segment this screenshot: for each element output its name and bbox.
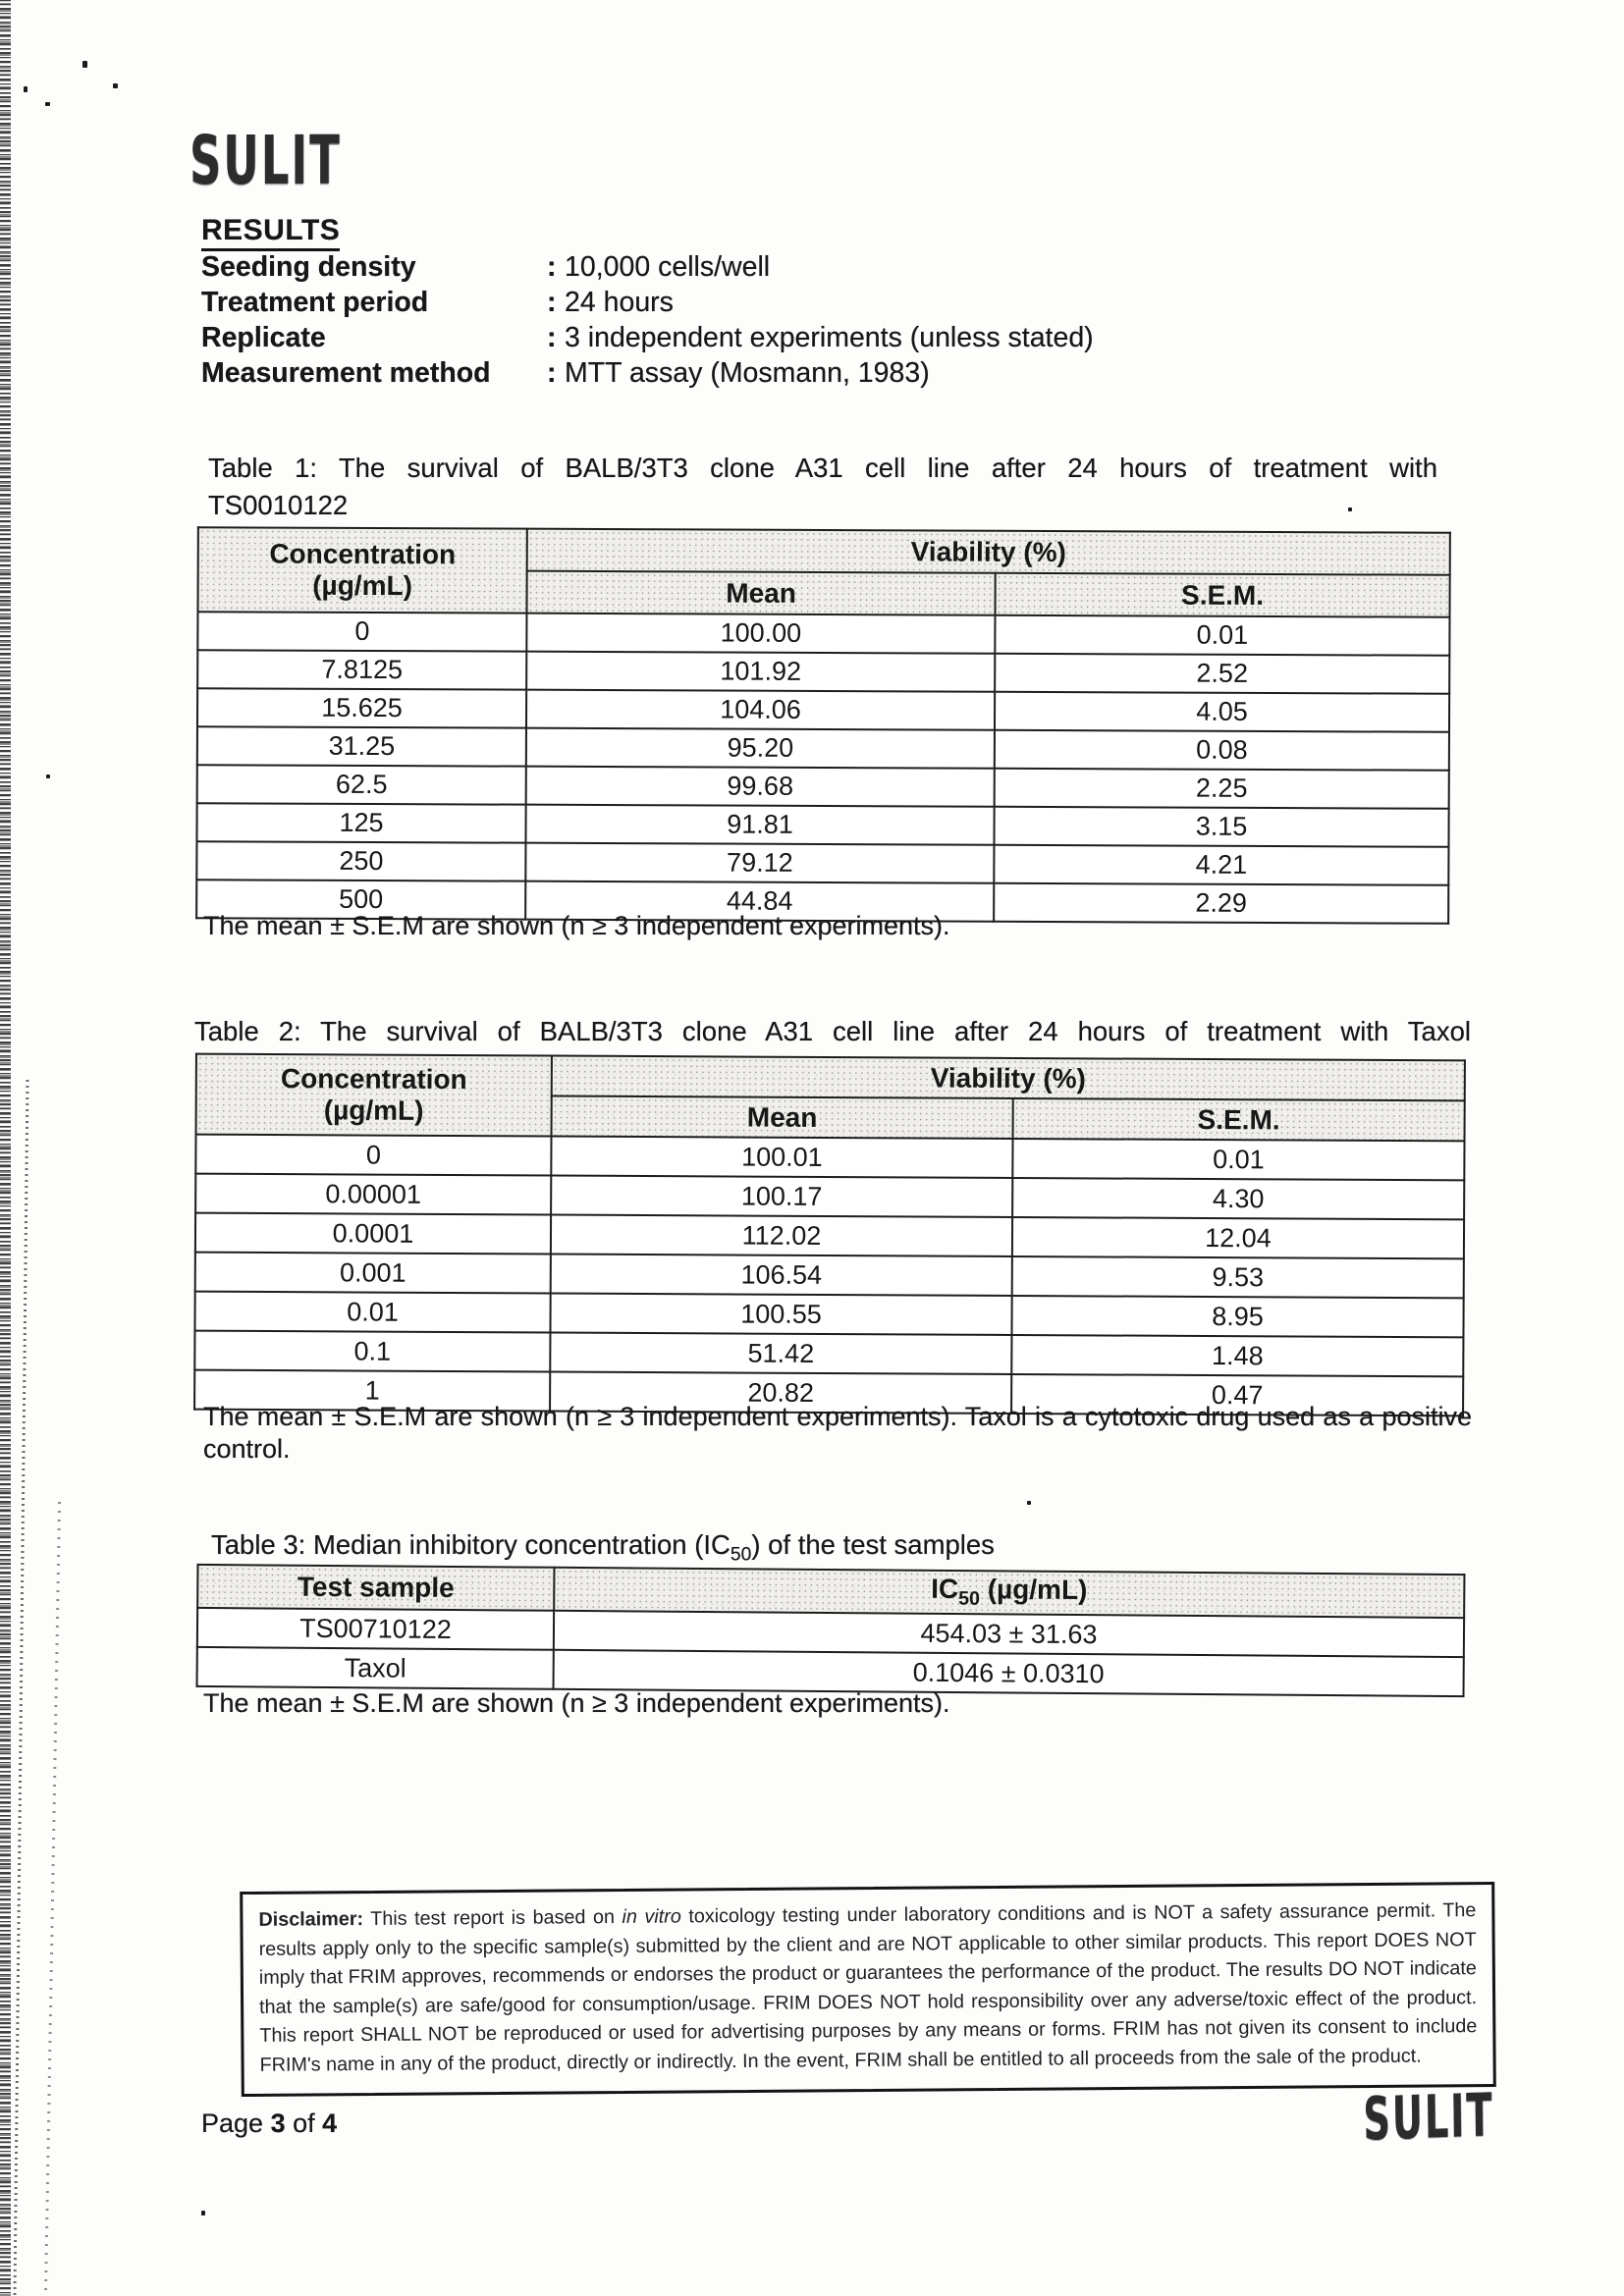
concentration-label: Concentration <box>269 538 457 570</box>
ink-speck <box>24 86 27 92</box>
disclaimer-italic-term: in vitro <box>622 1905 681 1928</box>
table-row <box>194 1331 1463 1377</box>
disclaimer-text-pre: This test report is based on <box>362 1905 623 1931</box>
colon-separator: : <box>547 287 557 318</box>
ic50-cell: 0.1046 ± 0.0310 <box>554 1650 1464 1696</box>
sem-cell: 9.53 <box>1012 1256 1464 1298</box>
table-3-ic50 <box>196 1564 1466 1697</box>
sulit-stamp-top: SULIT <box>189 121 342 200</box>
ic50-subscript: 50 <box>958 1587 981 1610</box>
mean-cell: 91.81 <box>525 805 994 845</box>
sample-cell: Taxol <box>197 1647 554 1689</box>
conc-cell: 0.01 <box>194 1292 550 1333</box>
viability-header: Viability (%) <box>552 1056 1465 1101</box>
test-sample-header: Test sample <box>197 1565 554 1611</box>
mean-cell: 106.54 <box>551 1255 1012 1296</box>
conc-cell: 15.625 <box>197 688 526 727</box>
sem-cell: 0.01 <box>1012 1139 1464 1180</box>
header-row <box>198 527 1450 575</box>
table-row <box>197 688 1449 732</box>
ic50-header <box>554 1568 1464 1618</box>
parameter-row <box>201 287 1380 322</box>
ink-speck <box>1027 1501 1031 1505</box>
concentration-label: Concentration <box>280 1063 467 1095</box>
results-parameters <box>201 251 1380 393</box>
sem-header: S.E.M. <box>1013 1098 1465 1141</box>
table-2-survival-taxol <box>193 1053 1466 1417</box>
table1-footnote: The mean ± S.E.M are shown (n ≥ 3 independent experiments). <box>203 911 950 940</box>
ink-speck <box>46 774 50 778</box>
caption-subscript: 50 <box>730 1544 752 1566</box>
sem-cell: 2.52 <box>995 654 1449 694</box>
concentration-header <box>196 1054 552 1137</box>
mean-cell: 20.82 <box>550 1372 1011 1414</box>
table-row <box>197 726 1449 771</box>
colon-separator: : <box>547 322 557 353</box>
ink-speck <box>201 2211 205 2216</box>
conc-cell: 7.8125 <box>197 650 526 689</box>
page-total: 4 <box>322 2109 338 2138</box>
concentration-unit: (µg/mL) <box>312 569 413 602</box>
conc-cell: 31.25 <box>197 726 526 766</box>
ic50-label: IC <box>931 1574 959 1605</box>
ink-speck <box>82 61 87 68</box>
parameter-label: Treatment period <box>201 287 429 318</box>
sem-header: S.E.M. <box>995 573 1449 617</box>
table-row <box>195 1174 1464 1220</box>
ic50-unit: (µg/mL) <box>979 1574 1088 1606</box>
parameter-value: 3 independent experiments (unless stated) <box>565 322 1094 353</box>
page-word: Page <box>201 2109 264 2138</box>
table-row <box>197 650 1449 694</box>
conc-cell: 0.00001 <box>195 1174 551 1215</box>
parameter-value: MTT assay (Mosmann, 1983) <box>565 357 930 389</box>
conc-cell: 62.5 <box>197 765 526 804</box>
parameter-label: Measurement method <box>201 357 491 389</box>
mean-cell: 100.17 <box>551 1176 1012 1217</box>
ic50-cell: 454.03 ± 31.63 <box>554 1611 1464 1657</box>
mean-header: Mean <box>552 1096 1013 1139</box>
parameter-value: 24 hours <box>565 287 674 318</box>
of-word: of <box>293 2109 315 2138</box>
mean-cell: 104.06 <box>526 690 995 730</box>
table-row <box>195 1253 1464 1299</box>
table1-caption-line2: TS0010122 <box>208 490 349 520</box>
conc-cell: 0 <box>195 1135 551 1176</box>
parameter-value: 10,000 cells/well <box>565 251 771 283</box>
header-row <box>196 1054 1465 1101</box>
parameter-row <box>201 357 1380 393</box>
sem-cell: 1.48 <box>1011 1335 1463 1376</box>
table-row <box>197 612 1449 656</box>
table1-caption-line1: Table 1: The survival of BALB/3T3 clone A31 cell line after 24 hours of treatment with <box>208 453 1437 483</box>
scan-fold-line <box>14 1080 29 2296</box>
sem-cell: 4.21 <box>994 845 1448 885</box>
sem-cell: 3.15 <box>994 807 1448 847</box>
colon-separator: : <box>547 251 557 283</box>
ink-speck <box>1348 507 1352 511</box>
ink-speck <box>45 102 50 106</box>
page-number <box>201 2109 337 2139</box>
table3-caption <box>211 1529 995 1567</box>
table-row <box>196 803 1448 847</box>
parameter-label: Replicate <box>201 322 326 353</box>
mean-cell: 100.01 <box>551 1137 1012 1178</box>
sem-cell: 0.08 <box>995 730 1449 771</box>
table-row <box>196 841 1448 885</box>
caption-text-end: ) of the test samples <box>751 1529 995 1560</box>
mean-cell: 99.68 <box>526 767 995 807</box>
concentration-unit: (µg/mL) <box>323 1095 424 1126</box>
colon-separator: : <box>547 357 557 389</box>
sample-cell: TS00710122 <box>197 1608 554 1650</box>
ink-speck <box>113 83 118 88</box>
mean-cell: 112.02 <box>551 1215 1012 1256</box>
mean-cell: 100.55 <box>550 1294 1011 1335</box>
mean-cell: 79.12 <box>525 843 994 883</box>
table2-footnote: The mean ± S.E.M are shown (n ≥ 3 independent experiments). Taxol is a cytotoxic drug used as a positive control. <box>203 1402 1472 1464</box>
scan-fold-line-2 <box>44 1502 61 2296</box>
viability-header: Viability (%) <box>527 529 1450 575</box>
disclaimer-text: toxicology testing under laboratory conditions and is NOT a safety assurance permit. The results apply only to the specific sample(s) submitted by the client and are NOT applicable to other similar products. This report DOES NOT imply that FRIM approves, recommends or endorses the product or guarantees the performance of the product. The results DO NOT indicate that the sample(s) are safe/good for consumption/usage. FRIM DOES NOT hold responsibility over any adverse/toxic effect of the product. This report SHALL NOT be reproduced or used for advertising purposes by any means or forms. FRIM has not given its consent to include FRIM's name in any of the product, directly or indirectly. In the event, FRIM shall be entitled to all proceeds from the sale of the product. <box>258 1899 1478 2076</box>
results-heading: RESULTS <box>201 214 340 251</box>
caption-text: Table 3: Median inhibitory concentration (IC <box>211 1529 731 1560</box>
sem-cell: 0.01 <box>995 615 1449 656</box>
scan-edge-artifact <box>0 0 11 2296</box>
table-1-survival-ts0010122 <box>195 526 1451 925</box>
sem-cell: 12.04 <box>1012 1217 1464 1258</box>
sem-cell: 4.05 <box>995 692 1449 732</box>
sem-cell: 0.47 <box>1011 1374 1463 1415</box>
conc-cell: 0.0001 <box>195 1213 551 1255</box>
table-row <box>195 1135 1464 1181</box>
mean-header: Mean <box>526 571 995 615</box>
conc-cell: 500 <box>196 880 525 919</box>
parameter-row <box>201 251 1380 287</box>
table-row <box>195 1213 1464 1259</box>
page-current: 3 <box>270 2109 286 2138</box>
parameter-label: Seeding density <box>201 251 416 283</box>
sem-cell: 2.25 <box>995 769 1449 809</box>
table3-footnote: The mean ± S.E.M are shown (n ≥ 3 independent experiments). <box>203 1688 950 1718</box>
table-row <box>194 1292 1463 1338</box>
sem-cell: 4.30 <box>1012 1178 1464 1219</box>
mean-cell: 101.92 <box>526 652 995 692</box>
mean-cell: 95.20 <box>526 728 995 769</box>
sem-cell: 8.95 <box>1011 1296 1463 1337</box>
conc-cell: 0.1 <box>194 1331 550 1372</box>
mean-cell: 44.84 <box>525 881 994 922</box>
concentration-header <box>197 527 526 613</box>
mean-cell: 100.00 <box>526 614 995 654</box>
disclaimer-label: Disclaimer: <box>258 1908 364 1931</box>
table2-caption: Table 2: The survival of BALB/3T3 clone A31 cell line after 24 hours of treatment with Taxol <box>194 1016 1471 1046</box>
conc-cell: 0 <box>197 612 526 651</box>
sem-cell: 2.29 <box>994 883 1448 924</box>
disclaimer-box <box>240 1882 1496 2097</box>
parameter-row <box>201 322 1380 357</box>
conc-cell: 1 <box>194 1370 550 1412</box>
conc-cell: 125 <box>196 803 525 842</box>
sulit-stamp-bottom: SULIT <box>1362 2081 1494 2155</box>
conc-cell: 250 <box>196 841 525 881</box>
mean-cell: 51.42 <box>550 1333 1011 1374</box>
conc-cell: 0.001 <box>195 1253 551 1294</box>
table-row <box>197 765 1449 809</box>
